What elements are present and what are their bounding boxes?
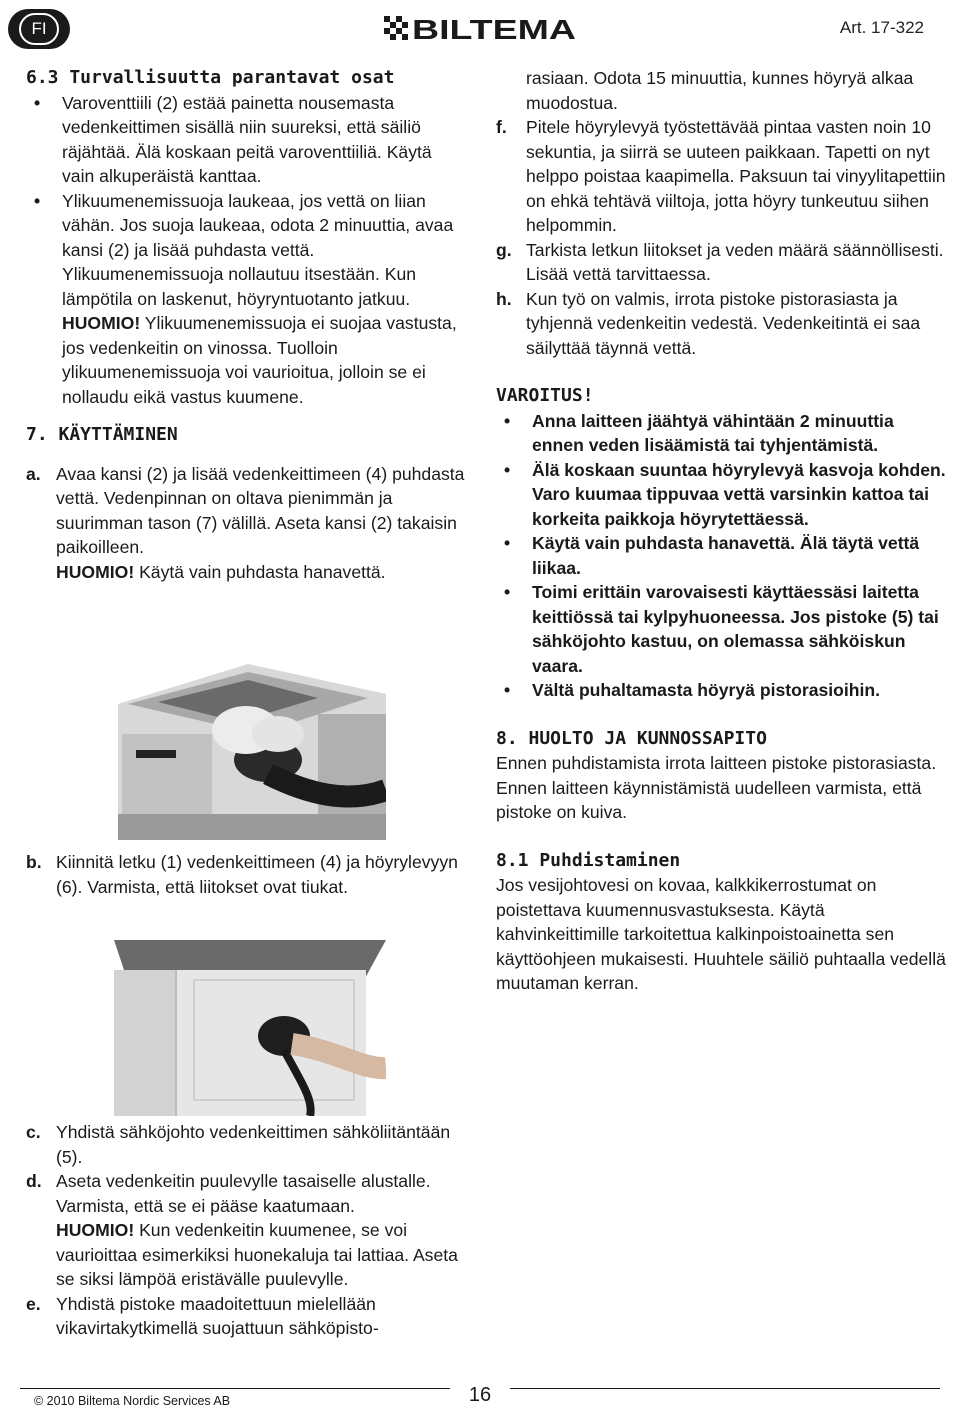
step-text: Kiinnitä letku (1) vedenkeittimeen (4) ja höyrylevyyn (6). Varmista, että liitokset ovat tiukat. [56, 852, 458, 897]
step-b [26, 850, 466, 899]
note-text: Käytä vain puhdasta hanavettä. [134, 561, 386, 582]
note-text: Ylikuumenemissuoja ei suojaa vastusta, jos vedenkeitin on vinossa. Tuolloin ylikuumenemissuoja voi vaurioitua, jolloin se ei nollaudu eikä vastus kuumene. [62, 313, 457, 407]
right-column [496, 66, 946, 996]
step-a [26, 462, 466, 585]
step-text: Kun työ on valmis, irrota pistoke pistorasiasta ja tyhjennä vedenkeitin vedestä. Vedenkeitintä ei saa säilyttää täynnä vettä. [526, 288, 921, 358]
photo-hose-attachment [118, 664, 386, 840]
step-label: f. [496, 117, 507, 137]
step-label: c. [26, 1122, 41, 1142]
step-d [26, 1169, 466, 1292]
section-8-title: 8. HUOLTO JA KUNNOSSAPITO [496, 727, 767, 749]
safety-list [26, 91, 466, 410]
step-label: b. [26, 852, 42, 872]
step-label: e. [26, 1293, 41, 1314]
section-7-title: 7. KÄYTTÄMINEN [26, 424, 178, 445]
section-8-1-text: Jos vesijohtovesi on kovaa, kalkkikerrostumat on poistettava kuumennusvastuksesta. Käytä kahvinkeittimille tarkoitettua kalkinpoistoainetta sen käyttöohjeen mukaisesti. Huuhtele säiliö puhtaalla vedellä muutaman kerran. [496, 875, 946, 993]
step-e-continued: rasiaan. Odota 15 minuuttia, kunnes höyryä alkaa muodostua. [526, 68, 914, 113]
list-item: • Vältä puhaltamasta höyryä pistorasioihin. [496, 678, 946, 703]
list-item: • Anna laitteen jäähtyä vähintään 2 minuuttia ennen veden lisäämistä tai tyhjentämistä. [496, 409, 946, 458]
section-8-text: Ennen puhdistamista irrota laitteen pistoke pistorasiasta. Ennen laitteen käynnistämistä uudelleen varmista, että pistoke on kuiva. [496, 753, 937, 822]
step-label: h. [496, 288, 512, 309]
step-g [496, 238, 946, 287]
list-item: • Älä koskaan suuntaa höyrylevyä kasvoja kohden. Varo kuumaa tippuvaa vettä varsinkin kattoa tai korkeita paikkoja höyrytettäessä. [496, 458, 946, 532]
language-badge [8, 9, 70, 49]
step-f [496, 115, 946, 238]
left-column-bottom [26, 1120, 466, 1341]
step-c [26, 1120, 466, 1169]
step-text: Avaa kansi (2) ja lisää vedenkeittimeen (4) puhdasta vettä. Vedenpinnan on oltava pienimmän ja suurimman tason (7) välillä. Aseta kansi (2) takaisin paikoilleen. [56, 463, 465, 557]
step-label: a. [26, 463, 41, 484]
language-code: FI [19, 13, 58, 45]
section-6-3-title: 6.3 Turvallisuutta parantavat osat [26, 67, 395, 88]
step-text: Yhdistä sähköjohto vedenkeittimen sähköliitäntään (5). [56, 1122, 451, 1167]
section-8-1-title: 8.1 Puhdistaminen [496, 849, 681, 871]
step-text: Pitele höyrylevyä työstettävää pintaa vasten noin 10 sekuntia, ja siirrä se uuteen paikkaan. Tapetti on nyt helppo poistaa kaapimella. Paksuun tai vinyylitapettiin on ehkä tehtävä viiltoja, jotta höyry tunkeutuu siihen helpommin. [526, 117, 946, 235]
note-label: HUOMIO! [56, 1220, 135, 1240]
note-label: HUOMIO! [62, 313, 141, 333]
note-text: Kun vedenkeitin kuumenee, se voi vaurioittaa esimerkiksi huonekaluja tai lattiaa. Aseta se siksi lämpöä eristävälle puulevylle. [56, 1220, 458, 1289]
page-number: 16 [450, 1378, 510, 1412]
note-label: HUOMIO! [56, 561, 135, 582]
list-item [26, 189, 466, 410]
step-label: g. [496, 239, 512, 260]
article-number: Art. 17-322 [839, 18, 924, 37]
brand-name: BILTEMA [412, 14, 576, 42]
page-header [0, 0, 960, 60]
step-label: d. [26, 1171, 42, 1191]
list-item-text: Ylikuumenemissuoja laukeaa, jos vettä on liian vähän. Jos suoja laukeaa, odota 2 minuuttia, avaa kansi (2) ja lisää puhdasta vettä. Ylikuumenemissuoja nollautuu itsestään. Kun lämpötila on laskenut, höyryntuotanto jatkuu. [62, 190, 454, 309]
list-item: • Varoventtiili (2) estää painetta nousemasta vedenkeittimen sisällä niin suureksi, että säiliö räjähtää. Älä koskaan peitä varoventtiiliä. Käytä vain alkuperäistä kanttaa. [26, 91, 466, 189]
photo-power-connection [114, 940, 386, 1116]
list-item: • Käytä vain puhdasta hanavettä. Älä täytä vettä liikaa. [496, 531, 946, 580]
step-e [26, 1292, 466, 1341]
step-text: Yhdistä pistoke maadoitettuun mielellään vikavirtakytkimellä suojattuun sähköpisto- [56, 1293, 379, 1338]
warning-title: VAROITUS! [496, 385, 594, 406]
warning-list [496, 409, 946, 703]
left-column-mid [26, 850, 466, 899]
step-text: Tarkista letkun liitokset ja veden määrä säännöllisesti. Lisää vettä tarvittaessa. [526, 239, 944, 284]
biltema-logo [384, 14, 578, 42]
list-item: • Toimi erittäin varovaisesti käyttäessäsi laitetta keittiössä tai kylpyhuoneessa. Jos pistoke (5) tai sähköjohto kastuu, on olemassa sähköiskun vaara. [496, 580, 946, 678]
step-text: Aseta vedenkeitin puulevylle tasaiselle alustalle. Varmista, että se ei pääse kaatumaan. [56, 1171, 431, 1216]
step-h [496, 287, 946, 361]
copyright: © 2010 Biltema Nordic Services AB [34, 1394, 231, 1408]
left-column [26, 66, 466, 584]
